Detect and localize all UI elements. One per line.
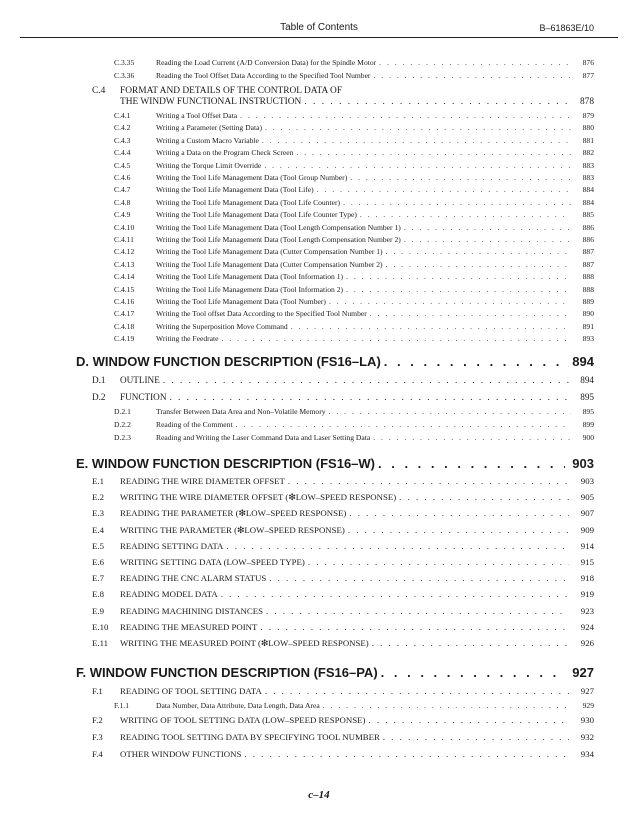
entry-page: 900: [582, 433, 594, 442]
toc-entry-c-4-3[interactable]: [114, 136, 594, 148]
dot-leader: [308, 557, 569, 567]
entry-number: C.4.18: [114, 321, 135, 331]
dot-leader: [169, 392, 569, 402]
toc-entry-e-6[interactable]: [92, 557, 594, 573]
dot-leader: [346, 285, 571, 294]
entry-page: 905: [580, 492, 594, 503]
toc-entry-c-4-14[interactable]: [114, 272, 594, 284]
toc-entry-d-2-2[interactable]: [114, 420, 594, 432]
entry-page: 907: [580, 508, 594, 519]
dot-leader: [404, 235, 571, 244]
dot-leader: [370, 309, 571, 318]
entry-number: F.1: [92, 686, 103, 696]
entry-title: OUTLINE: [120, 375, 160, 385]
entry-number: C.4.1: [114, 111, 131, 120]
entry-page: 895: [582, 407, 594, 416]
dot-leader: [226, 541, 569, 551]
dot-leader: [329, 297, 571, 306]
entry-title: READING MACHINING DISTANCES: [120, 605, 263, 616]
entry-number: C.4.9: [114, 210, 131, 220]
entry-page: 884: [582, 185, 594, 195]
entry-page: 914: [580, 540, 594, 551]
entry-number: E.11: [92, 638, 109, 648]
entry-page: 909: [580, 524, 594, 535]
toc-entry-c-4-13[interactable]: [114, 260, 594, 272]
toc-entry-c-4-19[interactable]: [114, 334, 594, 346]
entry-number: C.4.8: [114, 197, 131, 207]
entry-number: C.4.16: [114, 297, 135, 306]
dot-leader: [163, 375, 569, 385]
section-heading-d[interactable]: [76, 354, 594, 374]
entry-title: Writing the Tool Life Management Data (Tool Group Number): [156, 173, 348, 182]
entry-page: 890: [582, 309, 594, 319]
entry-title: Writing the Superposition Move Command: [156, 321, 288, 331]
entry-title: Writing a Parameter (Setting Data): [156, 123, 262, 133]
toc-entry-e-8[interactable]: [92, 589, 594, 605]
section-page: 927: [572, 665, 594, 680]
entry-page: 891: [582, 321, 594, 331]
entry-title: Writing the Tool Life Management Data (Tool Life): [156, 185, 314, 195]
dot-leader: [266, 606, 569, 616]
entry-title: WRITING OF TOOL SETTING DATA (LOW–SPEED RESPONSE): [120, 715, 366, 725]
entry-title: Reading of the Comment: [156, 420, 233, 429]
entry-page: 886: [582, 222, 594, 232]
entry-title: WRITING THE PARAMETER (❇LOW–SPEED RESPONSE): [120, 524, 345, 535]
entry-number: F.4: [92, 749, 103, 759]
entry-title: READING MODEL DATA: [120, 589, 218, 600]
entry-number: C.4.15: [114, 284, 135, 294]
entry-title: Writing the Tool Life Management Data (Cutter Compensation Number 2): [156, 259, 383, 269]
dot-leader: [236, 420, 571, 429]
entry-number: E.4: [92, 524, 104, 535]
toc-entry-e-9[interactable]: [92, 606, 594, 622]
toc-entry-d-2-1[interactable]: [114, 407, 594, 419]
toc-entry-c-4-9[interactable]: [114, 210, 594, 222]
dot-leader: [265, 686, 569, 696]
section-heading-f[interactable]: [76, 665, 594, 685]
entry-title: Writing the Tool Life Management Data (Tool Life Counter Type): [156, 210, 357, 220]
toc-entry-c-4-18[interactable]: [114, 322, 594, 334]
dot-leader: [346, 272, 571, 281]
entry-title: WRITING SETTING DATA (LOW–SPEED TYPE): [120, 557, 305, 567]
dot-leader: [399, 492, 569, 502]
dot-leader: [368, 715, 569, 725]
toc-entry-c-4-6[interactable]: [114, 173, 594, 185]
dot-leader: [373, 71, 571, 80]
entry-page: 929: [582, 701, 594, 710]
toc-entry-c-4-8[interactable]: [114, 198, 594, 210]
toc-entry-e-5[interactable]: [92, 541, 594, 557]
dot-leader: [244, 749, 569, 759]
entry-title-line-2-row: [120, 97, 594, 108]
entry-title: OTHER WINDOW FUNCTIONS: [120, 749, 242, 759]
entry-number: E.8: [92, 589, 104, 600]
entry-page: 899: [582, 420, 594, 429]
entry-number: C.4.10: [114, 222, 135, 232]
toc-entry-c-4-11[interactable]: [114, 235, 594, 247]
entry-title: Transfer Between Data Area and Non–Volatile Memory: [156, 407, 326, 416]
entry-title: Reading the Load Current (A/D Conversion Data) for the Spindle Motor: [156, 58, 377, 67]
toc-entry-d-2[interactable]: [92, 392, 594, 408]
dot-leader: [262, 136, 571, 145]
toc-entry-e-11[interactable]: [92, 638, 594, 654]
section-title: F. WINDOW FUNCTION DESCRIPTION (FS16–PA): [76, 665, 378, 680]
entry-number: E.2: [92, 492, 104, 503]
entry-page: 918: [580, 573, 594, 584]
entry-page: 903: [580, 476, 594, 486]
dot-leader: [349, 508, 569, 518]
entry-number: D.2.3: [114, 433, 131, 442]
entry-title: Data Number, Data Attribute, Data Length, Data Area: [156, 701, 320, 710]
toc-entry-c-4-10[interactable]: [114, 223, 594, 235]
dot-leader: [304, 97, 569, 108]
section-heading-e[interactable]: [76, 456, 594, 476]
entry-number: D.1: [92, 375, 106, 385]
dot-leader: [348, 525, 569, 535]
entry-page: 877: [582, 71, 594, 80]
toc-entry-c-4-15[interactable]: [114, 285, 594, 297]
toc-entry-c-4-2[interactable]: [114, 123, 594, 135]
entry-title: Writing the Tool Life Management Data (Tool Length Compensation Number 2): [156, 235, 401, 244]
section-title: E. WINDOW FUNCTION DESCRIPTION (FS16–W): [76, 456, 375, 471]
page-number: c–14: [308, 789, 330, 801]
section-page: 903: [572, 456, 594, 471]
dot-leader: [288, 476, 569, 486]
entry-number: C.4: [92, 86, 106, 96]
toc-entry-c-4-5[interactable]: [114, 161, 594, 173]
dot-leader: [296, 148, 571, 157]
entry-number: C.4.7: [114, 185, 131, 195]
entry-title: Writing the Tool Life Management Data (Tool Number): [156, 297, 326, 306]
entry-page: 930: [580, 715, 594, 725]
toc-entry-e-2[interactable]: [92, 492, 594, 508]
entry-page: 889: [582, 297, 594, 306]
dot-leader: [329, 407, 571, 416]
entry-title: READING THE WIRE DIAMETER OFFSET: [120, 476, 285, 486]
entry-number: E.3: [92, 508, 104, 519]
entry-number: D.2.1: [114, 407, 131, 416]
entry-title: Reading and Writing the Laser Command Data and Laser Setting Data: [156, 433, 371, 442]
toc-entry-c-4-16[interactable]: [114, 297, 594, 309]
dot-leader: [269, 573, 569, 583]
dot-leader: [264, 161, 571, 170]
entry-page: 880: [582, 123, 594, 133]
toc-entry-c-3-36[interactable]: [114, 71, 594, 83]
dot-leader: [378, 456, 565, 471]
entry-title: Writing the Torque Limit Override: [156, 160, 262, 170]
entry-number: E.6: [92, 557, 104, 567]
toc-entry-c-4-1[interactable]: [114, 111, 594, 123]
entry-number: C.4.5: [114, 160, 131, 170]
toc-entry-e-4[interactable]: [92, 525, 594, 541]
entry-number: E.5: [92, 540, 104, 551]
dot-leader: [379, 58, 571, 67]
page-header: [0, 0, 638, 40]
section-title: D. WINDOW FUNCTION DESCRIPTION (FS16–LA): [76, 354, 381, 369]
toc-entry-d-1[interactable]: [92, 375, 594, 391]
entry-page: 885: [582, 210, 594, 220]
entry-title: Reading the Tool Offset Data According to the Specified Tool Number: [156, 71, 371, 80]
entry-title: Writing the Tool Life Management Data (Tool Information 2): [156, 284, 344, 294]
entry-title: READING THE PARAMETER (❇LOW–SPEED RESPONSE): [120, 508, 347, 519]
entry-page: 881: [582, 135, 594, 145]
toc-entry-e-10[interactable]: [92, 622, 594, 638]
entry-number: E.7: [92, 573, 104, 584]
entry-number: F.2: [92, 715, 103, 725]
entry-page: 934: [580, 749, 594, 759]
header-rule: [20, 37, 618, 38]
dot-leader: [317, 185, 571, 194]
entry-title: Writing the Tool Life Management Data (Cutter Compensation Number 1): [156, 247, 383, 257]
entry-number: C.4.17: [114, 309, 135, 319]
entry-page: 878: [579, 97, 594, 107]
entry-page: 893: [582, 334, 594, 344]
entry-title: Writing a Tool Offset Data: [156, 111, 238, 120]
dot-leader: [265, 123, 571, 132]
entry-number: E.9: [92, 605, 104, 616]
toc-entry-f-4[interactable]: [92, 749, 594, 765]
entry-page: 932: [580, 732, 594, 742]
entry-page: 882: [582, 148, 594, 158]
dot-leader: [360, 210, 571, 219]
toc-entry-e-1[interactable]: [92, 476, 594, 492]
dot-leader: [240, 111, 571, 120]
entry-page: 884: [582, 197, 594, 207]
entry-page: 886: [582, 235, 594, 244]
dot-leader: [404, 223, 571, 232]
toc-entry-f-1[interactable]: [92, 686, 594, 702]
toc-entry-c-4-17[interactable]: [114, 309, 594, 321]
entry-title-line-1: FORMAT AND DETAILS OF THE CONTROL DATA OF: [120, 86, 343, 96]
entry-title: Writing the Feedrate: [156, 334, 219, 344]
toc-entry-c-3-35[interactable]: [114, 58, 594, 70]
entry-number: C.4.12: [114, 247, 135, 257]
entry-page: 887: [582, 259, 594, 269]
toc-entry-e-3[interactable]: [92, 508, 594, 524]
toc-entry-c-4-4[interactable]: [114, 148, 594, 160]
entry-title: READING THE CNC ALARM STATUS: [120, 573, 267, 584]
entry-number: C.3.35: [114, 58, 135, 67]
dot-leader: [386, 260, 571, 269]
entry-title: Writing the Tool Life Management Data (Tool Length Compensation Number 1): [156, 222, 401, 232]
toc-entry-c-4-12[interactable]: [114, 247, 594, 259]
dot-leader: [260, 622, 569, 632]
toc-entry-e-7[interactable]: [92, 573, 594, 589]
entry-title: Writing the Tool offset Data According to the Specified Tool Number: [156, 309, 367, 319]
section-page: 894: [572, 354, 594, 369]
dot-leader: [222, 334, 571, 343]
entry-page: 888: [582, 272, 594, 282]
dot-leader: [386, 247, 571, 256]
entry-page: 923: [580, 605, 594, 616]
entry-page: 883: [582, 160, 594, 170]
entry-title: Writing the Tool Life Management Data (Tool Life Counter): [156, 197, 341, 207]
entry-number: E.10: [92, 621, 109, 632]
entry-number: D.2: [92, 392, 106, 402]
dot-leader: [291, 322, 571, 331]
entry-number: D.2.2: [114, 420, 131, 429]
entry-page: 915: [580, 557, 594, 567]
dot-leader: [323, 701, 571, 710]
dot-leader: [381, 665, 565, 680]
dot-leader: [343, 198, 571, 207]
toc-entry-d-2-3[interactable]: [114, 433, 594, 445]
dot-leader: [350, 173, 571, 182]
header-title: Table of Contents: [280, 22, 358, 33]
entry-title: FUNCTION: [120, 392, 167, 402]
entry-page: 888: [582, 284, 594, 294]
entry-title: WRITING THE WIRE DIAMETER OFFSET (❇LOW–SPEED RESPONSE): [120, 492, 397, 503]
entry-number: C.4.14: [114, 272, 135, 282]
entry-title: READING SETTING DATA: [120, 540, 224, 551]
entry-page: 894: [580, 375, 594, 385]
entry-title: READING OF TOOL SETTING DATA: [120, 686, 262, 696]
toc-entry-f-3[interactable]: [92, 732, 594, 748]
entry-number: F.1.1: [114, 701, 130, 710]
entry-page: 876: [582, 58, 594, 67]
entry-title: Writing a Custom Macro Variable: [156, 135, 259, 145]
entry-number: C.4.11: [114, 235, 134, 244]
entry-title: Writing a Data on the Program Check Screen: [156, 148, 294, 158]
entry-page: 926: [580, 638, 594, 648]
entry-page: 883: [582, 173, 594, 182]
entry-number: C.4.6: [114, 173, 131, 182]
entry-title: READING TOOL SETTING DATA BY SPECIFYING TOOL NUMBER: [120, 732, 380, 742]
entry-number: C.4.4: [114, 148, 131, 158]
dot-leader: [221, 589, 569, 599]
entry-number: E.1: [92, 476, 104, 486]
document-code: B–61863E/10: [539, 23, 594, 33]
toc-entry-f-2[interactable]: [92, 715, 594, 731]
entry-title: Writing the Tool Life Management Data (Tool Information 1): [156, 272, 344, 282]
dot-leader: [373, 433, 571, 442]
entry-title: WRITING THE MEASURED POINT (❇LOW–SPEED RESPONSE): [120, 638, 369, 648]
entry-title-line-2: THE WINDW FUNCTIONAL INSTRUCTION: [120, 97, 302, 107]
entry-number: C.4.3: [114, 135, 131, 145]
entry-page: 887: [582, 247, 594, 257]
entry-number: F.3: [92, 732, 103, 742]
entry-title: READING THE MEASURED POINT: [120, 621, 258, 632]
entry-page: 919: [580, 589, 594, 600]
entry-number: C.4.13: [114, 259, 135, 269]
entry-page: 927: [580, 686, 594, 696]
entry-number: C.4.19: [114, 334, 135, 344]
entry-page: 895: [580, 392, 594, 402]
toc-entry-f-1-1[interactable]: [114, 701, 594, 713]
entry-number: C.3.36: [114, 71, 135, 80]
dot-leader: [384, 354, 565, 369]
dot-leader: [372, 638, 569, 648]
entry-page: 924: [580, 621, 594, 632]
entry-number: C.4.2: [114, 123, 131, 133]
entry-page: 879: [582, 111, 594, 120]
dot-leader: [383, 732, 569, 742]
toc-entry-c-4-7[interactable]: [114, 185, 594, 197]
toc-entry-c-4[interactable]: [92, 86, 594, 110]
